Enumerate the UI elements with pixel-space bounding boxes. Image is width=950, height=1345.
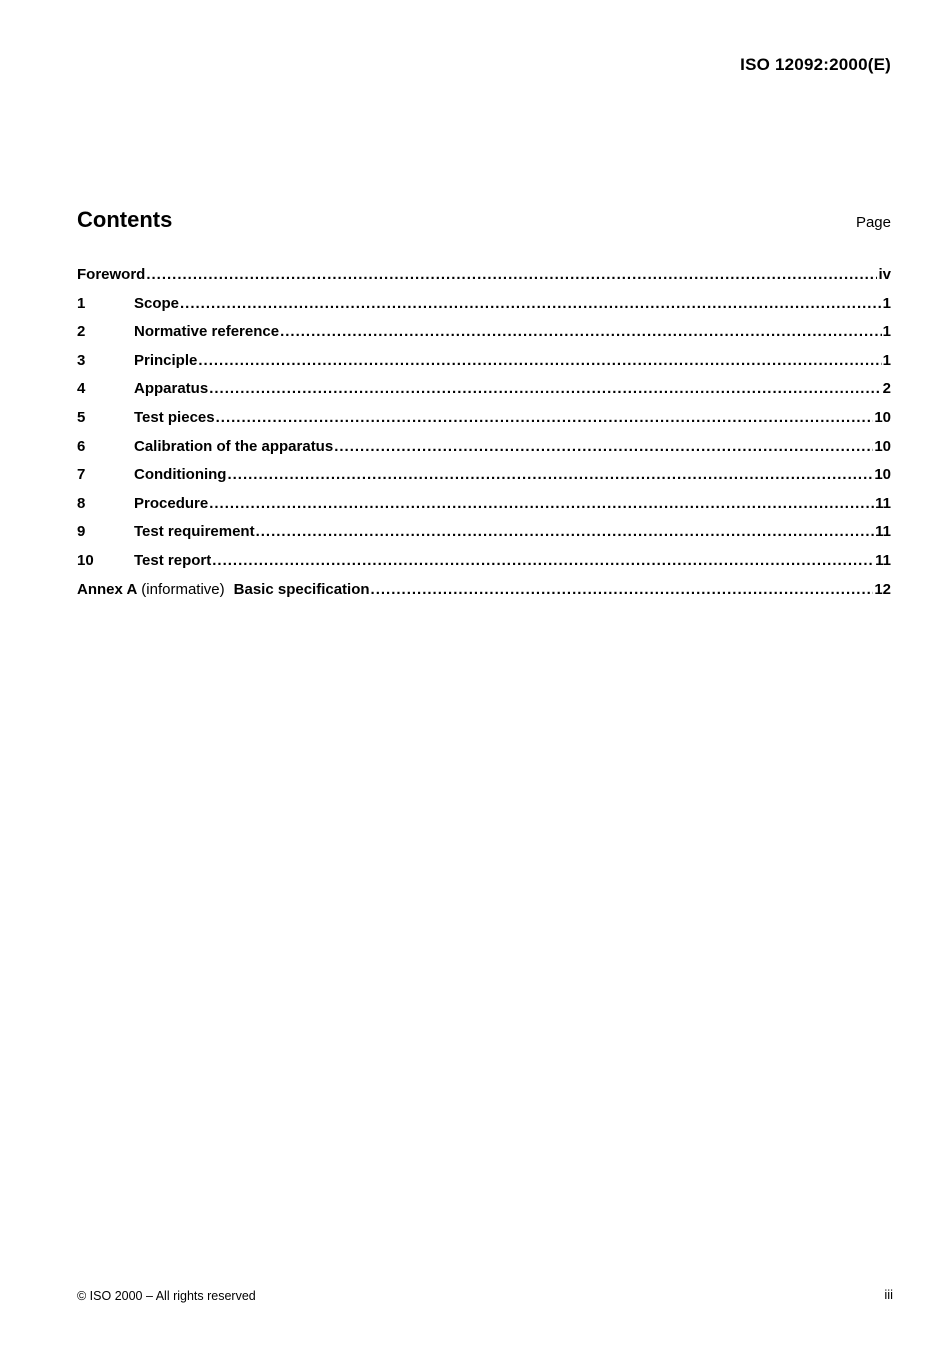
table-of-contents: [77, 266, 891, 609]
toc-entry-number: 8: [77, 494, 86, 512]
toc-entry-page: 10: [874, 437, 891, 455]
toc-entry-title: Normative reference: [134, 323, 280, 341]
toc-entry-title: Scope: [134, 294, 180, 312]
toc-entry-title: Principle: [134, 351, 198, 369]
toc-entry-number: 6: [77, 437, 86, 455]
toc-entry-number: 3: [77, 351, 86, 369]
dot-leader: [227, 466, 873, 483]
toc-entry-title: Conditioning: [134, 466, 227, 484]
dot-leader: [209, 380, 881, 397]
toc-entry-principle[interactable]: [77, 352, 891, 381]
copyright-notice: © ISO 2000 – All rights reserved: [77, 1289, 256, 1303]
dot-leader: [371, 581, 874, 598]
page-number: iii: [884, 1287, 893, 1302]
toc-entry-number: 1: [77, 294, 86, 312]
toc-entry-procedure[interactable]: [77, 495, 891, 524]
dot-leader: [216, 409, 874, 426]
toc-entry-page: 2: [882, 380, 891, 398]
toc-entry-test-pieces[interactable]: [77, 409, 891, 438]
toc-entry-title: Test requirement: [134, 523, 255, 541]
contents-title: Contents: [77, 207, 173, 232]
annex-label: Annex A: [77, 580, 138, 598]
toc-entry-number: 5: [77, 408, 86, 426]
dot-leader: [146, 266, 877, 283]
toc-entry-title: Test report: [134, 551, 212, 569]
toc-entry-page: 12: [874, 580, 891, 598]
toc-entry-page: 1: [882, 294, 891, 312]
toc-entry-calibration[interactable]: [77, 438, 891, 467]
toc-entry-number: 10: [77, 551, 94, 569]
toc-entry-page: 11: [875, 494, 891, 512]
toc-entry-title: Foreword: [77, 266, 146, 283]
toc-entry-number: 2: [77, 323, 86, 341]
toc-entry-apparatus[interactable]: [77, 380, 891, 409]
toc-entry-page: 10: [874, 408, 891, 426]
page-column-label: Page: [855, 214, 891, 231]
toc-entry-test-requirement[interactable]: [77, 523, 891, 552]
toc-entry-title: Test pieces: [134, 408, 215, 426]
standard-identifier: ISO 12092:2000(E): [740, 55, 891, 74]
toc-entry-title: Calibration of the apparatus: [134, 437, 334, 455]
dot-leader: [334, 438, 873, 455]
toc-entry-page: 1: [882, 351, 891, 369]
toc-entry-number: 7: [77, 466, 86, 484]
dot-leader: [209, 495, 874, 512]
contents-header: [77, 207, 891, 233]
toc-entry-page: 11: [875, 551, 891, 569]
dot-leader: [212, 552, 874, 569]
toc-entry-test-report[interactable]: [77, 552, 891, 581]
toc-entry-page: iv: [878, 266, 891, 283]
toc-entry-scope[interactable]: [77, 295, 891, 324]
toc-entry-normative-reference[interactable]: [77, 323, 891, 352]
toc-entry-title: Procedure: [134, 494, 209, 512]
annex-qualifier: (informative): [141, 580, 225, 598]
toc-entry-title: Apparatus: [134, 380, 209, 398]
toc-entry-number: 9: [77, 523, 86, 541]
toc-entry-conditioning[interactable]: [77, 466, 891, 495]
dot-leader: [198, 352, 881, 369]
toc-entry-page: 10: [874, 466, 891, 484]
annex-title: Basic specification: [233, 580, 370, 598]
dot-leader: [256, 523, 875, 540]
toc-entry-page: 11: [875, 523, 891, 541]
toc-entry-page: 1: [882, 323, 891, 341]
toc-entry-foreword[interactable]: [77, 266, 891, 295]
dot-leader: [280, 323, 882, 340]
toc-entry-annex-a[interactable]: [77, 581, 891, 610]
toc-entry-number: 4: [77, 380, 86, 398]
dot-leader: [180, 295, 882, 312]
